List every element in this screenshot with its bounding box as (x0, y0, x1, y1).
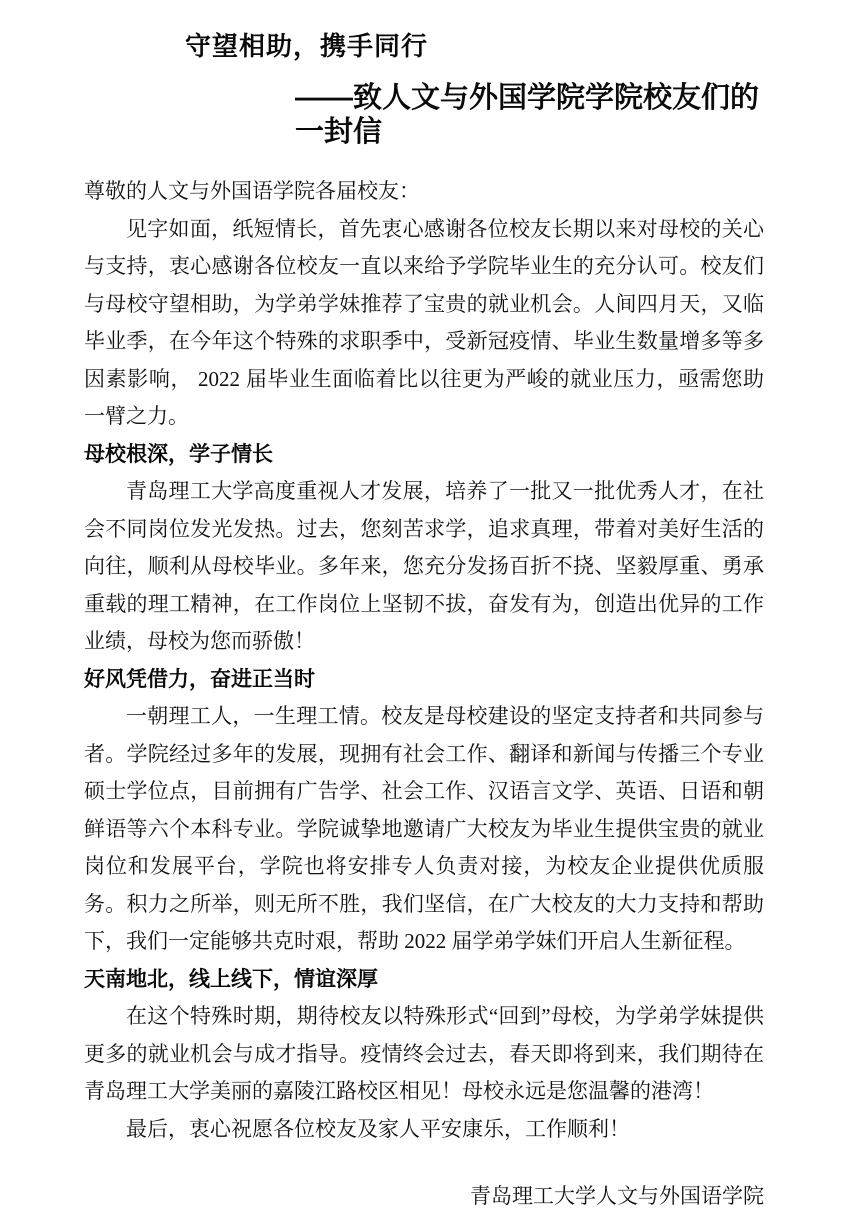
salutation: 尊敬的人文与外国语学院各届校友： (84, 179, 420, 203)
closing-paragraph: 最后，衷心祝愿各位校友及家人平安康乐，工作顺利！ (126, 1116, 630, 1141)
section-heading-1: 母校根深，学子情长 (84, 442, 273, 466)
section-paragraph-3: 在这个特殊时期，期待校友以特殊形式“回到”母校，为学弟学妹提供更多的就业机会与成才指导。疫情终会过去，春天即将到来，我们期待在青岛理工大学美丽的嘉陵江路校区相见！母校永远是您温馨的港湾！ (84, 1004, 764, 1103)
letter-subtitle: ——致人文与外国学院学院校友们的一封信 (295, 82, 760, 148)
section-paragraph-1: 青岛理工大学高度重视人才发展，培养了一批又一批优秀人才，在社会不同岗位发光发热。过去，您刻苦求学，追求真理，带着对美好生活的向往，顺利从母校毕业。多年来，您充分发扬百折不挠、坚毅厚重、勇承重载的理工精神，在工作岗位上坚韧不拔，奋发有为，创造出优异的工作业绩，母校为您而骄傲！ (84, 479, 764, 653)
letter-title: 守望相助，携手同行 (185, 31, 429, 61)
signature: 青岛理工大学人文与外国语学院 (470, 1184, 764, 1208)
section-heading-2: 好风凭借力，奋进正当时 (84, 667, 315, 691)
intro-paragraph: 见字如面，纸短情长，首先衷心感谢各位校友长期以来对母校的关心与支持，衷心感谢各位校友一直以来给予学院毕业生的充分认可。校友们与母校守望相助，为学弟学妹推荐了宝贵的就业机会。人间四月天，又临毕业季，在今年这个特殊的求职季中，受新冠疫情、毕业生数量增多等多因素影响， 2022 届毕业生面临着比以往更为严峻的就业压力，亟需您助一臂之力。 (84, 216, 764, 428)
letter-body (84, 173, 764, 1216)
section-heading-3: 天南地北，线上线下，情谊深厚 (84, 967, 378, 991)
section-paragraph-2: 一朝理工人，一生理工情。校友是母校建设的坚定支持者和共同参与者。学院经过多年的发展，现拥有社会工作、翻译和新闻与传播三个专业硕士学位点，目前拥有广告学、社会工作、汉语言文学、英语、日语和朝鲜语等六个本科专业。学院诚挚地邀请广大校友为毕业生提供宝贵的就业岗位和发展平台，学院也将安排专人负责对接，为校友企业提供优质服务。积力之所举，则无所不胜，我们坚信，在广大校友的大力支持和帮助下，我们一定能够共克时艰，帮助 2022 届学弟学妹们开启人生新征程。 (84, 704, 764, 953)
